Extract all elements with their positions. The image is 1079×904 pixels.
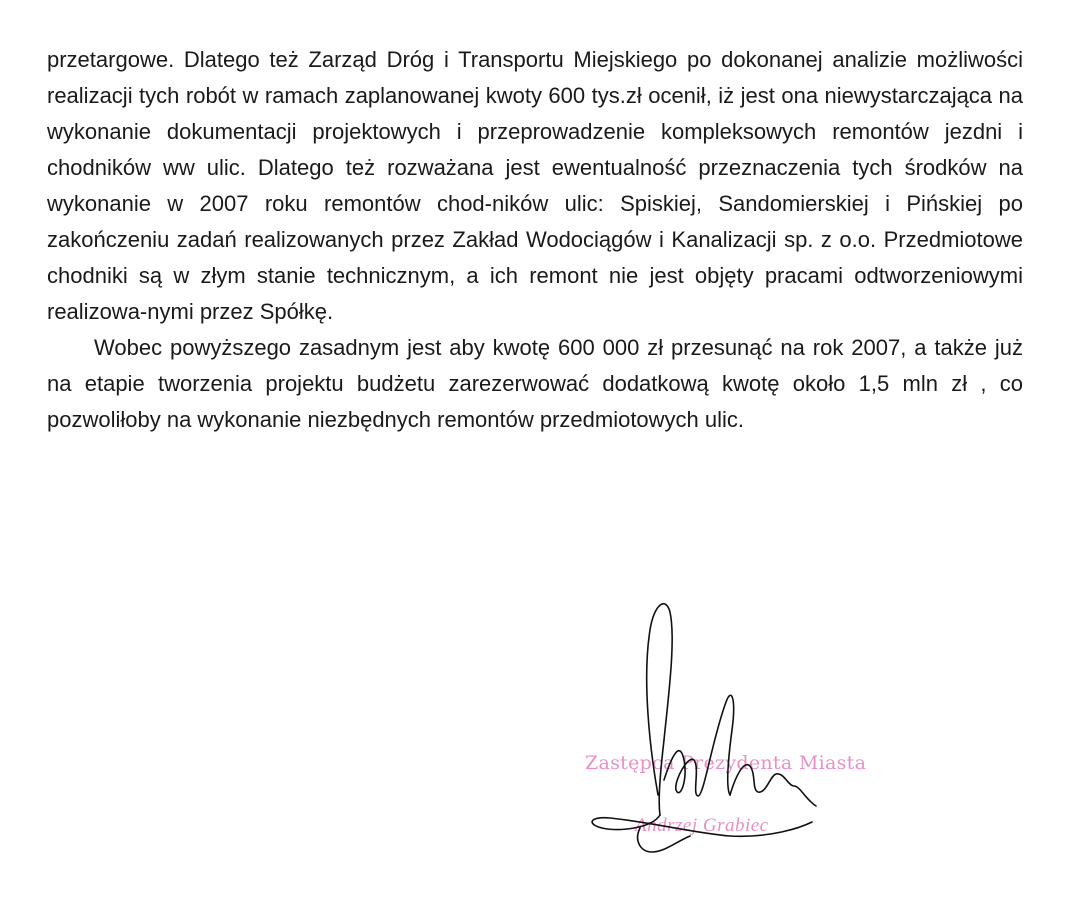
- stamp-title: Zastępca Prezydenta Miasta: [585, 752, 867, 774]
- paragraph-1: przetargowe. Dlatego też Zarząd Dróg i Transportu Miejskiego po dokonanej analizie możliwości realizacji tych robót w ramach zaplanowanej kwoty 600 tys.zł ocenił, iż jest ona niewystarczająca na wykonanie dokumentacji projektowych i przeprowadzenie kompleksowych remontów jezdni i chodników ww ulic. Dlatego też rozważana jest ewentualność przeznaczenia tych środków na wykonanie w 2007 roku remontów chod-ników ulic: Spiskiej, Sandomierskiej i Pińskiej po zakończeniu zadań realizowanych przez Zakład Wodociągów i Kanalizacji sp. z o.o. Przedmiotowe chodniki są w złym stanie technicznym, a ich remont nie jest objęty pracami odtworzeniowymi realizowa-nymi przez Spółkę.: [47, 47, 1023, 324]
- stamp-name: Andrzej Grabiec: [635, 815, 769, 836]
- official-stamp: [585, 752, 885, 862]
- paragraph-2: Wobec powyższego zasadnym jest aby kwotę 600 000 zł przesunąć na rok 2007, a także już na etapie tworzenia projektu budżetu zarezerwować dodatkową kwotę około 1,5 mln zł , co pozwoliłoby na wykonanie niezbędnych remontów przedmiotowych ulic.: [47, 335, 1023, 432]
- document-body: [47, 42, 1023, 438]
